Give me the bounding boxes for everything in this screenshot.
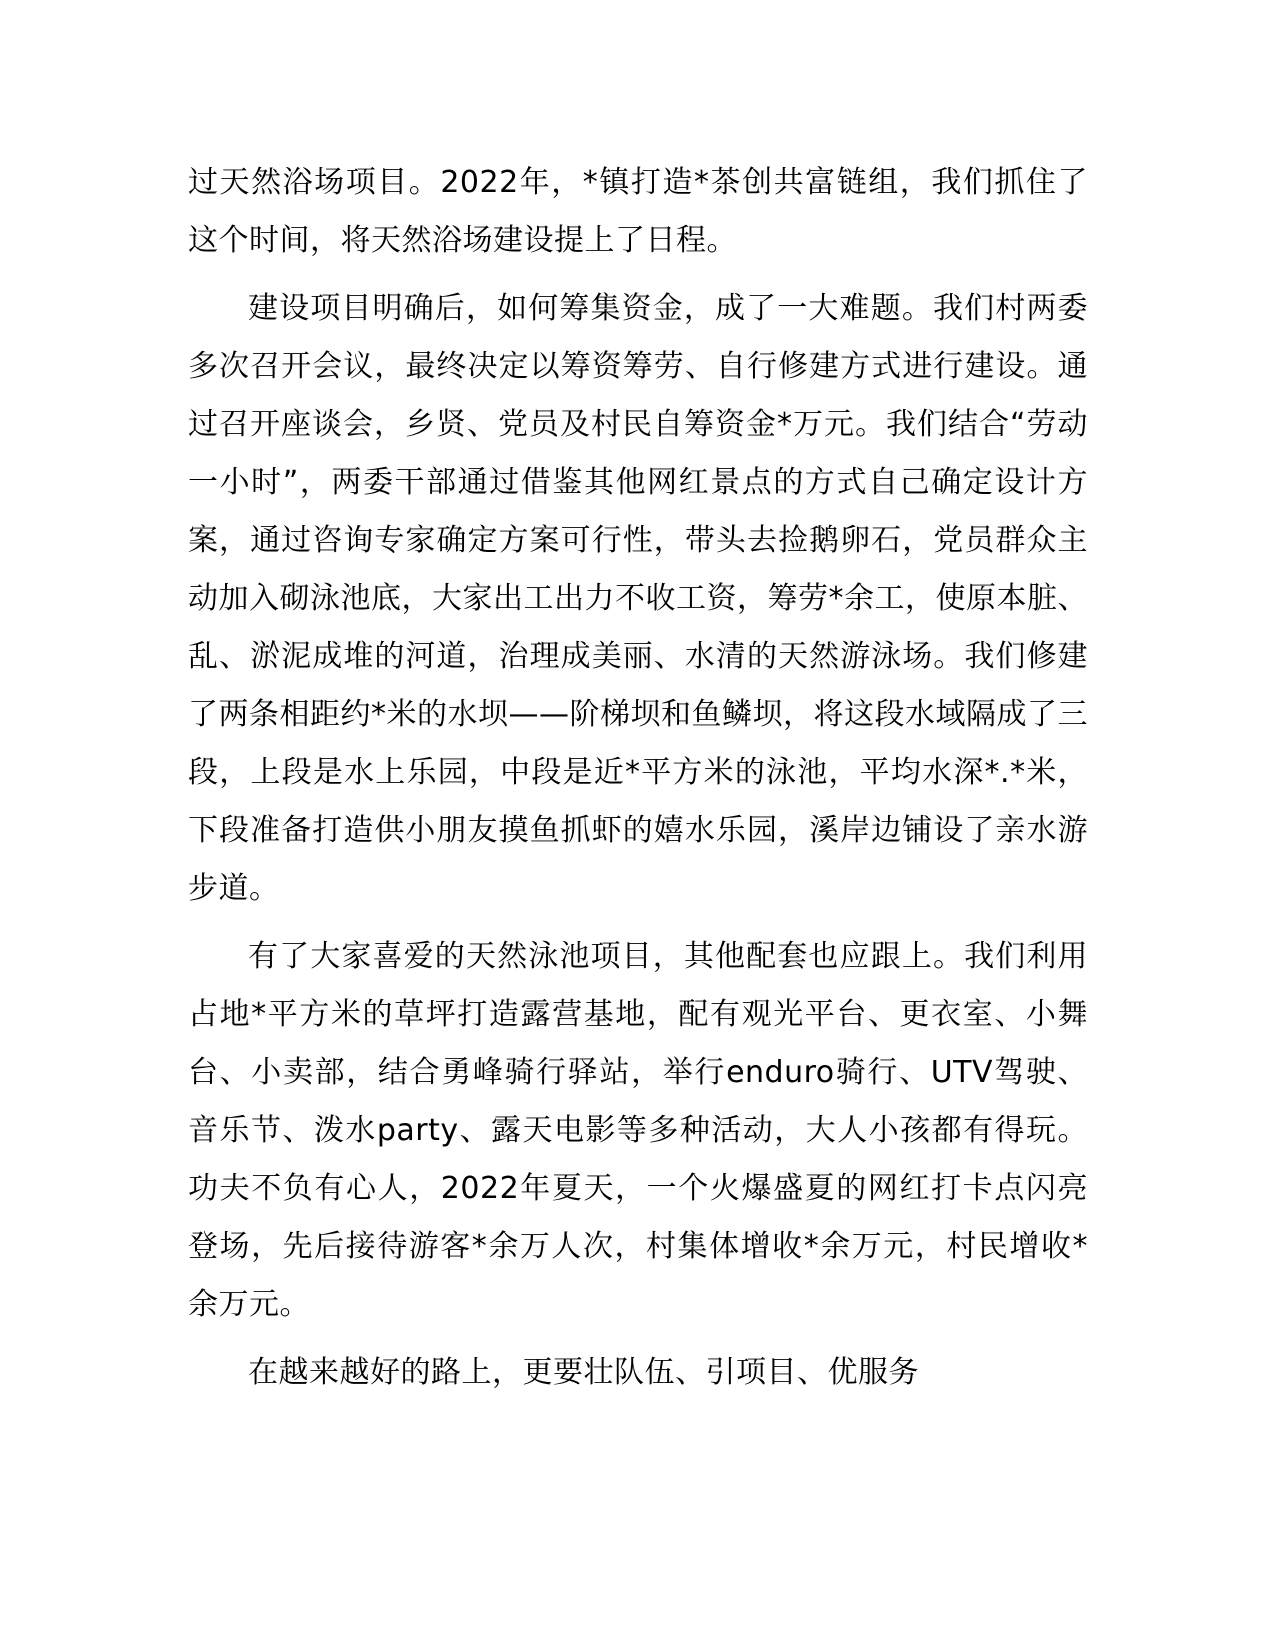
paragraph-facilities: 有了大家喜爱的天然泳池项目，其他配套也应跟上。我们利用占地*平方米的草坪打造露营基地，配有观光平台、更衣室、小舞台、小卖部，结合勇峰骑行驿站，举行enduro骑行、UTV驾驶、音乐节、泼水party、露天电影等多种活动，大人小孩都有得玩。功夫不负有心人，2022年夏天，一个火爆盛夏的网红打卡点闪亮登场，先后接待游客*余万人次，村集体增收*余万元，村民增收*余万元。 — [188, 939, 1088, 1322]
document-body — [188, 154, 1088, 1412]
paragraph-outlook: 在越来越好的路上，更要壮队伍、引项目、优服务 — [248, 1355, 919, 1390]
paragraph-funding: 建设项目明确后，如何筹集资金，成了一大难题。我们村两委多次召开会议，最终决定以筹资筹劳、自行修建方式进行建设。通过召开座谈会，乡贤、党员及村民自筹资金*万元。我们结合“劳动一小时”，两委干部通过借鉴其他网红景点的方式自己确定设计方案，通过咨询专家确定方案可行性，带头去捡鹅卵石，党员群众主动加入砌泳池底，大家出工出力不收工资，筹劳*余工，使原本脏、乱、淤泥成堆的河道，治理成美丽、水清的天然游泳场。我们修建了两条相距约*米的水坝——阶梯坝和鱼鳞坝，将这段水域隔成了三段，上段是水上乐园，中段是近*平方米的泳池，平均水深*.*米，下段准备打造供小朋友摸鱼抓虾的嬉水乐园，溪岸边铺设了亲水游步道。 — [188, 291, 1088, 906]
paragraph-continuation: 过天然浴场项目。2022年，*镇打造*茶创共富链组，我们抓住了这个时间，将天然浴场建设提上了日程。 — [188, 165, 1088, 258]
